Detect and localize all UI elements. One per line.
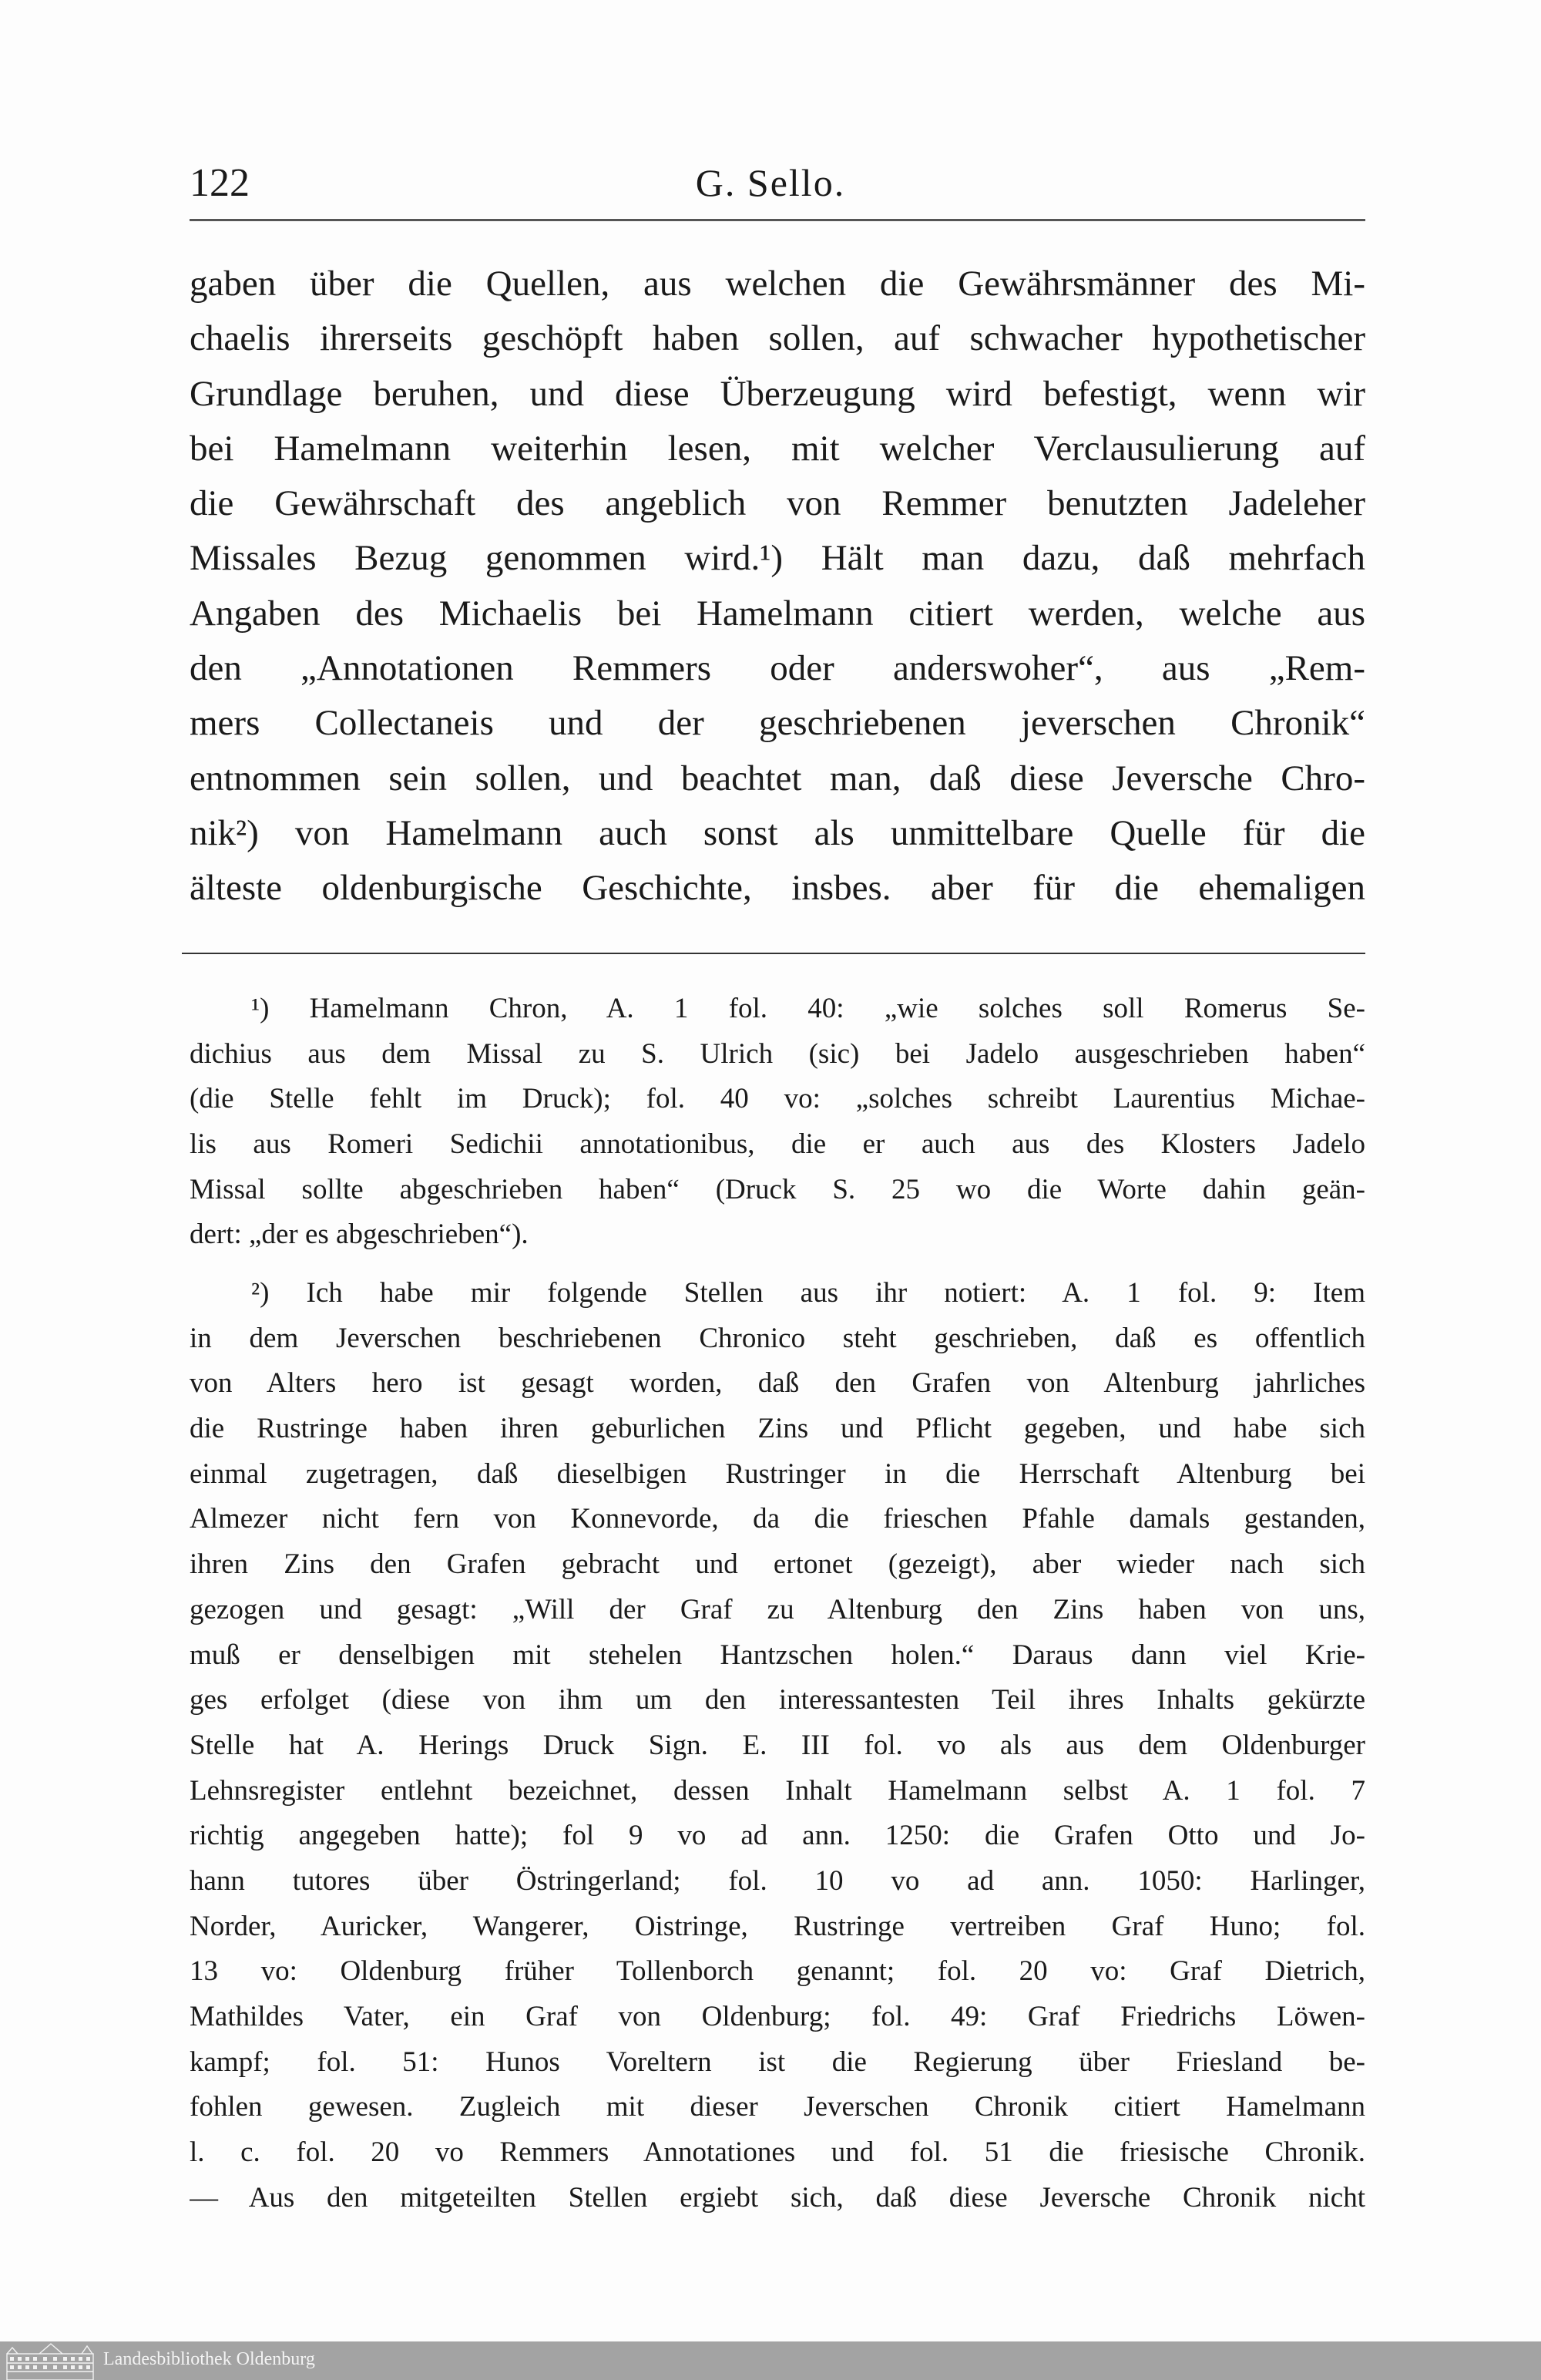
text-line: Lehnsregister entlehnt bezeichnet, dessen Inhalt Hamelmann selbst A. 1 fol. 7: [190, 1774, 1365, 1807]
library-name: Landesbibliothek Oldenburg: [103, 2349, 315, 2369]
text-line: dichius aus dem Missal zu S. Ulrich (sic) bei Jadelo ausgeschrieben haben“: [190, 1037, 1365, 1070]
text-line: 13 vo: Oldenburg früher Tollenborch genannt; fol. 20 vo: Graf Dietrich,: [190, 1955, 1365, 1988]
text-line: ²) Ich habe mir folgende Stellen aus ihr notiert: A. 1 fol. 9: Item: [251, 1277, 1365, 1309]
text-line: älteste oldenburgische Geschichte, insbes. aber für die ehemaligen: [190, 868, 1365, 909]
text-line: Angaben des Michaelis bei Hamelmann citiert werden, welche aus: [190, 593, 1365, 634]
text-line: die Rustringe haben ihren geburlichen Zins und Pflicht gegeben, und habe sich: [190, 1413, 1365, 1445]
text-line: bei Hamelmann weiterhin lesen, mit welcher Verclausulierung auf: [190, 428, 1365, 469]
text-line: l. c. fol. 20 vo Remmers Annotationes und fol. 51 die friesische Chronik.: [190, 2136, 1365, 2169]
text-line: kampf; fol. 51: Hunos Voreltern ist die Regierung über Friesland be-: [190, 2046, 1365, 2078]
footer-bar: [0, 2341, 1541, 2380]
footnote-1: [190, 987, 1365, 1258]
text-line: Missales Bezug genommen wird.¹) Hält man dazu, daß mehrfach: [190, 538, 1365, 579]
text-line: von Alters hero ist gesagt worden, daß den Grafen von Altenburg jahrliches: [190, 1367, 1365, 1400]
text-line: lis aus Romeri Sedichii annotationibus, die er auch aus des Klosters Jadelo: [190, 1128, 1365, 1161]
main-text: [190, 257, 1365, 916]
text-line: dert: „der es abgeschrieben“).: [190, 1219, 529, 1251]
text-line: hann tutores über Östringerland; fol. 10 vo ad ann. 1050: Harlinger,: [190, 1864, 1365, 1897]
text-line: Norder, Auricker, Wangerer, Oistringe, Rustringe vertreiben Graf Huno; fol.: [190, 1910, 1365, 1942]
text-line: Mathildes Vater, ein Graf von Oldenburg; fol. 49: Graf Friedrichs Löwen-: [190, 2001, 1365, 2032]
text-line: Missal sollte abgeschrieben haben“ (Druck S. 25 wo die Worte dahin geän-: [190, 1173, 1365, 1205]
running-head: G. Sello.: [695, 161, 846, 204]
text-line: Stelle hat A. Herings Druck Sign. E. III fol. vo als aus dem Oldenburger: [190, 1729, 1365, 1761]
text-line: ¹) Hamelmann Chron, A. 1 fol. 40: „wie solches soll Romerus Se-: [251, 993, 1365, 1024]
text-line: chaelis ihrerseits geschöpft haben sollen, auf schwacher hypothetischer: [190, 318, 1365, 359]
text-line: Almezer nicht fern von Konnevorde, da die frieschen Pfahle damals gestanden,: [190, 1503, 1365, 1535]
text-line: mers Collectaneis und der geschriebenen jeverschen Chronik“: [190, 703, 1365, 744]
text-line: ges erfolget (diese von ihm um den interessantesten Teil ihres Inhalts gekürzte: [190, 1684, 1365, 1716]
footnote-rule: [182, 953, 1365, 954]
text-line: die Gewährschaft des angeblich von Remmer benutzten Jadeleher: [190, 483, 1365, 524]
header-rule: [190, 219, 1365, 221]
footnote-2: [190, 1271, 1365, 2220]
text-line: den „Annotationen Remmers oder anderswoher“, aus „Rem-: [190, 648, 1365, 689]
text-line: nik²) von Hamelmann auch sonst als unmittelbare Quelle für die: [190, 812, 1365, 853]
text-line: gaben über die Quellen, aus welchen die Gewährsmänner des Mi-: [190, 264, 1365, 304]
text-line: muß er denselbigen mit stehelen Hantzschen holen.“ Daraus dann viel Krie-: [190, 1639, 1365, 1671]
text-line: — Aus den mitgeteilten Stellen ergiebt sich, daß diese Jeversche Chronik nicht: [190, 2181, 1365, 2214]
page-number: 122: [190, 161, 250, 205]
text-line: in dem Jeverschen beschriebenen Chronico steht geschrieben, daß es offentlich: [190, 1322, 1365, 1354]
library-building-icon: [5, 2343, 96, 2380]
text-line: fohlen gewesen. Zugleich mit dieser Jeverschen Chronik citiert Hamelmann: [190, 2091, 1365, 2123]
text-line: einmal zugetragen, daß dieselbigen Rustringer in die Herrschaft Altenburg bei: [190, 1457, 1365, 1490]
text-line: entnommen sein sollen, und beachtet man, daß diese Jeversche Chro-: [190, 758, 1365, 798]
text-line: gezogen und gesagt: „Will der Graf zu Altenburg den Zins haben von uns,: [190, 1593, 1365, 1625]
text-line: richtig angegeben hatte); fol 9 vo ad ann. 1250: die Grafen Otto und Jo-: [190, 1820, 1365, 1852]
text-line: Grundlage beruhen, und diese Überzeugung wird befestigt, wenn wir: [190, 373, 1365, 414]
text-line: ihren Zins den Grafen gebracht und ertonet (gezeigt), aber wieder nach sich: [190, 1548, 1365, 1581]
text-line: (die Stelle fehlt im Druck); fol. 40 vo: „solches schreibt Laurentius Michae-: [190, 1083, 1365, 1115]
